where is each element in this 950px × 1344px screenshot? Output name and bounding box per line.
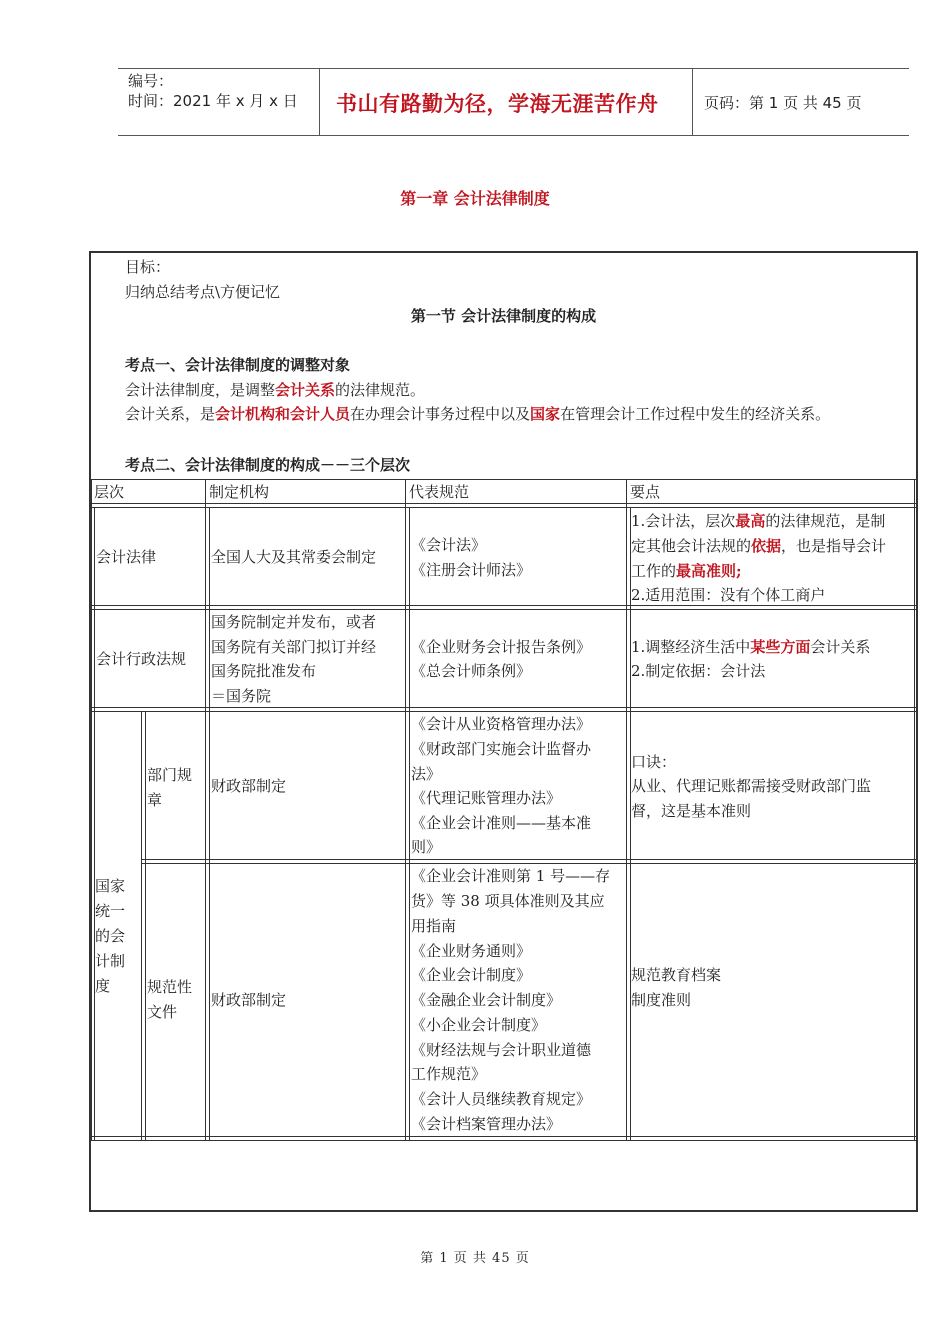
row-dept-norm: 则》 (411, 838, 442, 856)
table-col-rule (626, 479, 627, 1140)
row-admin-maker: 国务院制定并发布，或者 (211, 613, 377, 631)
row-unified-level: 度 (95, 977, 111, 995)
point1-line2 (125, 403, 830, 425)
row-dept-maker: 财政部制定 (211, 777, 287, 795)
chapter-title: 第一章 会计法律制度 (400, 189, 550, 208)
row-dept-norm: 法》 (411, 765, 442, 783)
point1-line2-highlight: 会计机构和会计人员 (215, 405, 351, 423)
table-col-rule (914, 479, 915, 1140)
row-norm-sub: 规范性 (147, 978, 193, 996)
table-col-rule (94, 507, 95, 1140)
row-law-level: 会计法律 (96, 548, 157, 566)
point2-title: 考点二、会计法律制度的构成－－三个层次 (125, 456, 411, 474)
table-col-rule (409, 507, 410, 1140)
row-norm-norm: 《金融企业会计制度》 (411, 991, 562, 1009)
table-rule (91, 507, 916, 508)
row-norm-norm: 《企业会计准则第 1 号——存 (411, 867, 611, 885)
row-norm-norm: 用指南 (411, 917, 457, 935)
point1-line2-text: 在办理会计事务过程中以及 (350, 405, 531, 423)
row-admin-norm: 《总会计师条例》 (411, 662, 532, 680)
table-col-rule (209, 507, 210, 1140)
page-footer: 第 1 页 共 45 页 (420, 1251, 530, 1266)
row-norm-sub: 文件 (147, 1003, 178, 1021)
row-norm-norm: 货》等 38 项具体准则及其应 (411, 892, 605, 910)
row-law-point (631, 509, 885, 534)
header-divider (692, 68, 693, 136)
row-norm-norm: 《财经法规与会计职业道德 (411, 1041, 592, 1059)
row-law-point: 2.适用范围：没有个体工商户 (631, 586, 826, 604)
content-box (89, 251, 918, 1212)
header-motto: 书山有路勤为径，学海无涯苦作舟 (336, 91, 659, 116)
row-norm-norm: 《会计档案管理办法》 (411, 1115, 562, 1133)
point1-line2-text: 会计关系，是 (125, 405, 216, 423)
row-dept-sub: 部门规 (147, 766, 193, 784)
section-title: 第一节 会计法律制度的构成 (410, 307, 597, 325)
row-admin-point (631, 635, 870, 660)
point-highlight: 最高准则; (676, 562, 742, 580)
row-admin-norm: 《企业财务会计报告条例》 (411, 638, 592, 656)
row-unified-level: 的会 (95, 927, 126, 945)
document-time-label: 时间：2021 年 x 月 x 日 (128, 92, 298, 110)
row-dept-point: 从业、代理记账都需接受财政部门监 (631, 777, 872, 795)
row-admin-maker: ＝国务院 (211, 687, 272, 705)
point-text: 的法律规范，是制 (765, 512, 886, 530)
point-text: 定其他会计法规的 (631, 537, 752, 555)
point1-title: 考点一、会计法律制度的调整对象 (125, 356, 351, 374)
point-text: ，也是指导会计 (781, 537, 887, 555)
header-page-label: 页码：第 1 页 共 45 页 (704, 94, 862, 112)
point1-line2-highlight: 国家 (530, 405, 561, 423)
goal-text: 归纳总结考点\方便记忆 (125, 283, 281, 301)
row-norm-maker: 财政部制定 (211, 991, 287, 1009)
row-law-maker: 全国人大及其常委会制定 (211, 548, 377, 566)
row-norm-norm: 《企业会计制度》 (411, 966, 532, 984)
point-highlight: 某些方面 (750, 638, 811, 656)
row-admin-level: 会计行政法规 (96, 650, 187, 668)
point-text: 1.会计法，层次 (631, 512, 736, 530)
row-unified-level: 统一 (95, 902, 126, 920)
row-admin-maker: 国务院批准发布 (211, 662, 317, 680)
row-norm-norm: 工作规范》 (411, 1065, 487, 1083)
row-norm-norm: 《企业财务通则》 (411, 942, 532, 960)
row-norm-norm: 《小企业会计制度》 (411, 1016, 547, 1034)
table-header-level: 层次 (94, 483, 125, 501)
header-bottom-rule (118, 135, 909, 136)
point-text: 会计关系 (810, 638, 871, 656)
goal-label: 目标： (125, 258, 171, 276)
table-header-points: 要点 (630, 483, 661, 501)
table-rule (91, 1140, 916, 1141)
point-text: 工作的 (631, 562, 677, 580)
row-law-point (631, 534, 886, 559)
point1-line1-text: 的法律规范。 (335, 381, 426, 399)
row-norm-norm: 《会计人员继续教育规定》 (411, 1090, 592, 1108)
row-dept-norm: 《财政部门实施会计监督办 (411, 740, 592, 758)
row-admin-maker: 国务院有关部门拟订并经 (211, 638, 377, 656)
table-col-rule (205, 479, 206, 1140)
row-norm-point: 规范教育档案 (631, 966, 722, 984)
row-dept-point: 督，这是基本准则 (631, 802, 752, 820)
table-rule (141, 859, 916, 860)
table-col-rule (145, 711, 146, 1140)
row-unified-level: 国家 (95, 877, 126, 895)
row-dept-sub: 章 (147, 791, 163, 809)
table-header-norms: 代表规范 (409, 483, 470, 501)
table-col-rule (91, 479, 92, 1140)
row-law-norm: 《注册会计师法》 (411, 561, 532, 579)
row-unified-level: 计制 (95, 952, 126, 970)
table-header-maker: 制定机构 (209, 483, 270, 501)
header-top-rule (118, 68, 909, 69)
point-highlight: 最高 (735, 512, 766, 530)
point1-line1-highlight: 会计关系 (275, 381, 336, 399)
row-dept-norm: 《企业会计准则——基本准 (411, 814, 592, 832)
table-col-rule (141, 711, 142, 1140)
point1-line1-text: 会计法律制度，是调整 (125, 381, 276, 399)
document-number-label: 编号： (128, 72, 174, 90)
row-admin-point: 2.制定依据：会计法 (631, 662, 766, 680)
row-norm-point: 制度准则 (631, 991, 692, 1009)
row-dept-norm: 《会计从业资格管理办法》 (411, 715, 592, 733)
header-divider (319, 68, 320, 136)
row-dept-norm: 《代理记账管理办法》 (411, 789, 562, 807)
point1-line2-text: 在管理会计工作过程中发生的经济关系。 (560, 405, 831, 423)
table-col-rule (405, 479, 406, 1140)
row-law-point (631, 559, 742, 584)
point1-line1 (125, 379, 425, 401)
row-law-norm: 《会计法》 (411, 536, 487, 554)
point-highlight: 依据 (751, 537, 782, 555)
point-text: 1.调整经济生活中 (631, 638, 751, 656)
row-dept-point: 口诀： (631, 753, 677, 771)
